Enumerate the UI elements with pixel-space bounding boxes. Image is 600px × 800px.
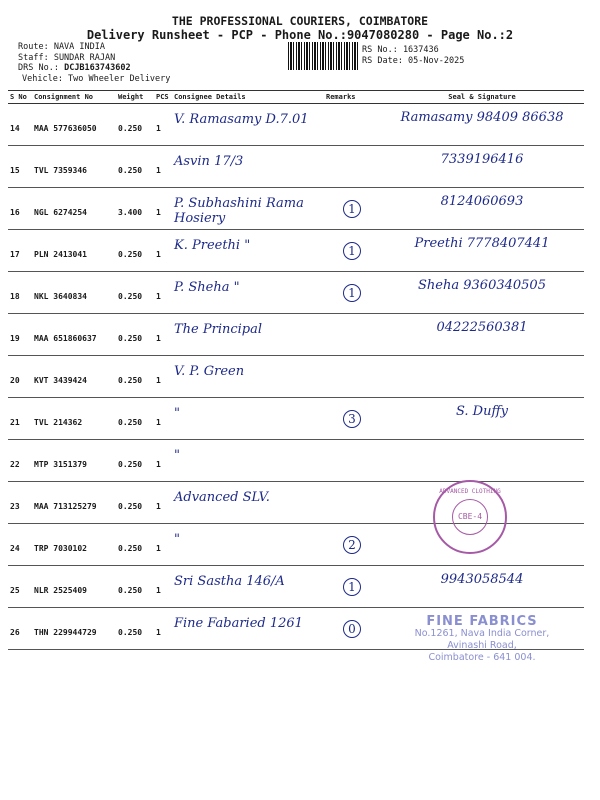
cell-consignment-no: NLR 2525409 xyxy=(32,566,116,608)
col-pcs: PCS xyxy=(154,91,172,104)
cell-remarks: 1 xyxy=(324,188,380,230)
cell-pcs: 1 xyxy=(154,146,172,188)
cell-sno: 16 xyxy=(8,188,32,230)
cell-pcs: 1 xyxy=(154,314,172,356)
cell-sno: 15 xyxy=(8,146,32,188)
cell-weight: 0.250 xyxy=(116,314,154,356)
cell-consignee: P. Sheha " xyxy=(172,272,324,314)
col-consignment: Consignment No xyxy=(32,91,116,104)
col-signature: Seal & Signature xyxy=(380,91,584,104)
table-row xyxy=(8,104,584,146)
cell-signature: Preethi 7778407441 xyxy=(380,230,584,272)
company-seal-fine-fabrics: FINE FABRICS No.1261, Nava India Corner, Avinashi Road, Coimbatore - 641 004. xyxy=(414,614,550,663)
cell-consignment-no: TVL 7359346 xyxy=(32,146,116,188)
cell-remarks: 1 xyxy=(324,566,380,608)
cell-remarks xyxy=(324,440,380,482)
cell-remarks: 3 xyxy=(324,398,380,440)
cell-consignment-no: THN 229944729 xyxy=(32,608,116,650)
cell-pcs: 1 xyxy=(154,524,172,566)
cell-sno: 25 xyxy=(8,566,32,608)
cell-weight: 0.250 xyxy=(116,482,154,524)
cell-pcs: 1 xyxy=(154,356,172,398)
cell-remarks xyxy=(324,356,380,398)
table-row xyxy=(8,230,584,272)
cell-signature: Sheha 9360340505 xyxy=(380,272,584,314)
cell-signature xyxy=(380,356,584,398)
cell-weight: 0.250 xyxy=(116,524,154,566)
cell-consignment-no: PLN 2413041 xyxy=(32,230,116,272)
rs-number: RS No.: 1637436 xyxy=(362,45,439,55)
cell-signature: 8124060693 xyxy=(380,188,584,230)
cell-remarks: 1 xyxy=(324,230,380,272)
cell-sno: 17 xyxy=(8,230,32,272)
table-row xyxy=(8,188,584,230)
cell-consignment-no: KVT 3439424 xyxy=(32,356,116,398)
cell-pcs: 1 xyxy=(154,230,172,272)
cell-sno: 18 xyxy=(8,272,32,314)
cell-signature: Ramasamy 98409 86638 xyxy=(380,104,584,146)
runsheet-subtitle: Delivery Runsheet - PCP - Phone No.:9047080280 - Page No.:2 xyxy=(86,28,514,42)
cell-consignee: Fine Fabaried 1261 xyxy=(172,608,324,650)
table-row xyxy=(8,398,584,440)
cell-consignment-no: MTP 3151379 xyxy=(32,440,116,482)
cell-sno: 24 xyxy=(8,524,32,566)
staff-label: Staff: SUNDAR RAJAN xyxy=(18,52,116,63)
cell-consignee: V. Ramasamy D.7.01 xyxy=(172,104,324,146)
cell-pcs: 1 xyxy=(154,104,172,146)
col-weight: Weight xyxy=(116,91,154,104)
cell-pcs: 1 xyxy=(154,272,172,314)
cell-consignee: V. P. Green xyxy=(172,356,324,398)
cell-sno: 19 xyxy=(8,314,32,356)
cell-signature xyxy=(380,440,584,482)
cell-weight: 0.250 xyxy=(116,230,154,272)
route-info xyxy=(18,42,170,84)
cell-weight: 0.250 xyxy=(116,272,154,314)
cell-weight: 0.250 xyxy=(116,398,154,440)
cell-consignee: Advanced SLV. xyxy=(172,482,324,524)
runsheet-table xyxy=(8,90,584,650)
cell-consignment-no: MAA 577636050 xyxy=(32,104,116,146)
cell-consignee: Asvin 17/3 xyxy=(172,146,324,188)
cell-weight: 3.400 xyxy=(116,188,154,230)
cell-remarks: 2 xyxy=(324,524,380,566)
cell-consignee: " xyxy=(172,398,324,440)
cell-remarks: 1 xyxy=(324,272,380,314)
cell-remarks: 0 xyxy=(324,608,380,650)
cell-sno: 21 xyxy=(8,398,32,440)
cell-pcs: 1 xyxy=(154,188,172,230)
cell-consignment-no: NGL 6274254 xyxy=(32,188,116,230)
cell-pcs: 1 xyxy=(154,566,172,608)
cell-consignee: " xyxy=(172,440,324,482)
cell-weight: 0.250 xyxy=(116,566,154,608)
cell-consignment-no: MAA 713125279 xyxy=(32,482,116,524)
cell-consignee: P. Subhashini Rama Hosiery xyxy=(172,188,324,230)
col-consignee: Consignee Details xyxy=(172,91,324,104)
cell-weight: 0.250 xyxy=(116,104,154,146)
cell-pcs: 1 xyxy=(154,482,172,524)
cell-remarks xyxy=(324,482,380,524)
cell-remarks xyxy=(324,104,380,146)
col-remarks: Remarks xyxy=(324,91,380,104)
cell-pcs: 1 xyxy=(154,398,172,440)
cell-consignee: The Principal xyxy=(172,314,324,356)
cell-pcs: 1 xyxy=(154,440,172,482)
cell-sno: 14 xyxy=(8,104,32,146)
cell-remarks xyxy=(324,146,380,188)
cell-consignment-no: NKL 3640834 xyxy=(32,272,116,314)
table-row xyxy=(8,566,584,608)
table-row xyxy=(8,272,584,314)
cell-consignee: Sri Sastha 146/A xyxy=(172,566,324,608)
company-seal-round: ADVANCED CLOTHING CBE-4 xyxy=(433,480,507,554)
cell-sno: 20 xyxy=(8,356,32,398)
table-header xyxy=(8,91,584,104)
cell-weight: 0.250 xyxy=(116,608,154,650)
drs-number: DRS No.: DCJB163743602 xyxy=(18,63,131,73)
cell-pcs: 1 xyxy=(154,608,172,650)
table-row xyxy=(8,440,584,482)
col-sno: S No xyxy=(8,91,32,104)
cell-signature: 04222560381 xyxy=(380,314,584,356)
cell-consignment-no: MAA 651860637 xyxy=(32,314,116,356)
cell-remarks xyxy=(324,314,380,356)
rs-date: RS Date: 05-Nov-2025 xyxy=(362,56,465,66)
rs-info xyxy=(362,45,464,67)
cell-sno: 26 xyxy=(8,608,32,650)
vehicle-label: Vehicle: Two Wheeler Delivery xyxy=(22,73,171,84)
runsheet-title: THE PROFESSIONAL COURIERS, COIMBATORE xyxy=(171,14,429,28)
route-label: Route: NAVA INDIA xyxy=(18,42,105,52)
cell-consignee: K. Preethi " xyxy=(172,230,324,272)
cell-consignment-no: TRP 7030102 xyxy=(32,524,116,566)
cell-signature: 9943058544 xyxy=(380,566,584,608)
cell-signature: 7339196416 xyxy=(380,146,584,188)
cell-consignment-no: TVL 214362 xyxy=(32,398,116,440)
table-row xyxy=(8,314,584,356)
cell-weight: 0.250 xyxy=(116,440,154,482)
cell-weight: 0.250 xyxy=(116,146,154,188)
barcode xyxy=(288,42,358,70)
cell-consignee: " xyxy=(172,524,324,566)
table-row xyxy=(8,146,584,188)
cell-sno: 23 xyxy=(8,482,32,524)
cell-weight: 0.250 xyxy=(116,356,154,398)
cell-signature: S. Duffy xyxy=(380,398,584,440)
cell-sno: 22 xyxy=(8,440,32,482)
table-row xyxy=(8,356,584,398)
